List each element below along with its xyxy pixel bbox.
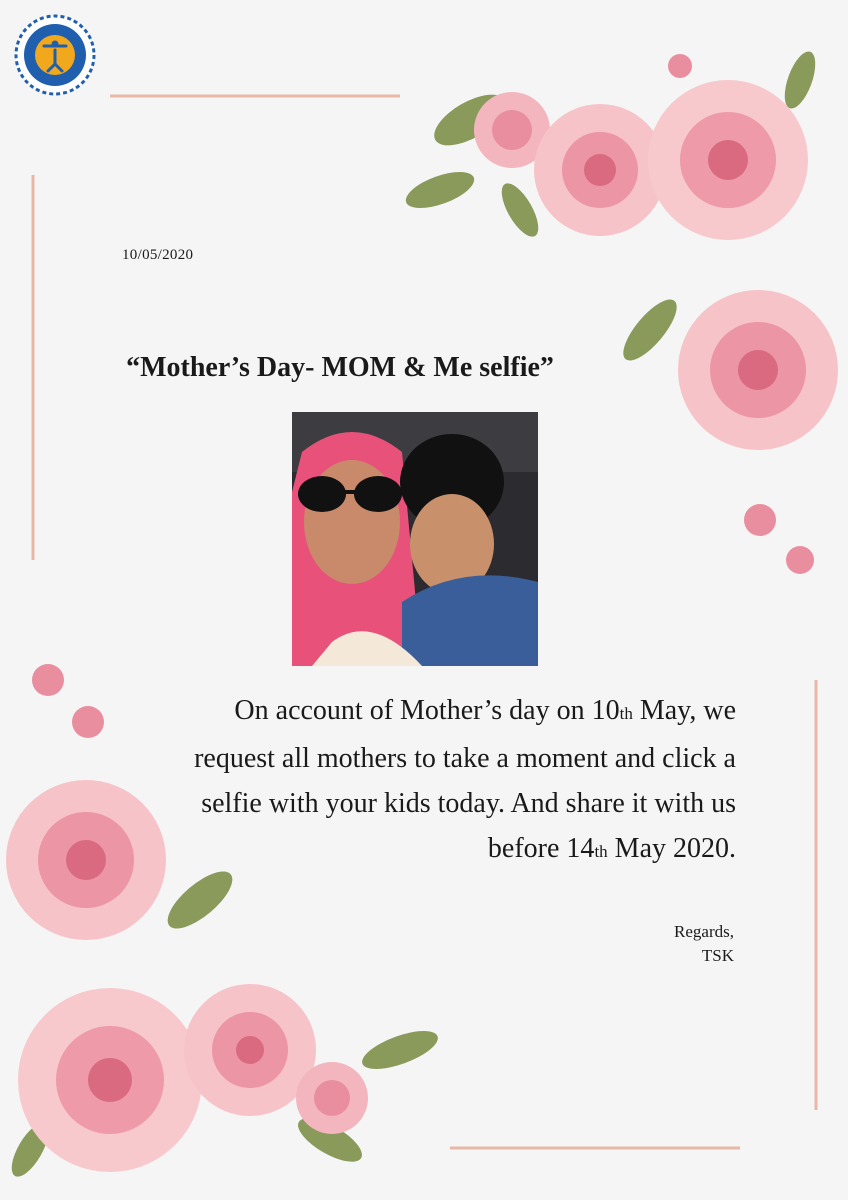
letter-body-paragraph [116, 688, 736, 874]
school-logo-icon [14, 14, 96, 96]
letter-date: 10/05/2020 [122, 247, 194, 263]
ordinal-suffix: th [594, 842, 608, 861]
signature-text: TSK [701, 946, 734, 965]
paragraph-line-2: request all mothers to take a moment and click a [194, 743, 736, 774]
school-logo [14, 14, 96, 96]
letter-signoff [674, 920, 734, 968]
letter-title: “Mother’s Day- MOM & Me selfie” [126, 352, 554, 383]
ordinal-suffix: th [619, 704, 633, 723]
paragraph-line-4: before 14th May 2020. [487, 833, 736, 864]
paragraph-line-1: On account of Mother’s day on 10th May, we [234, 695, 736, 726]
paragraph-line-3: selfie with your kids today. And share it with us [201, 788, 736, 819]
regards-text: Regards, [674, 922, 734, 941]
mother-child-selfie-photo [292, 412, 538, 666]
